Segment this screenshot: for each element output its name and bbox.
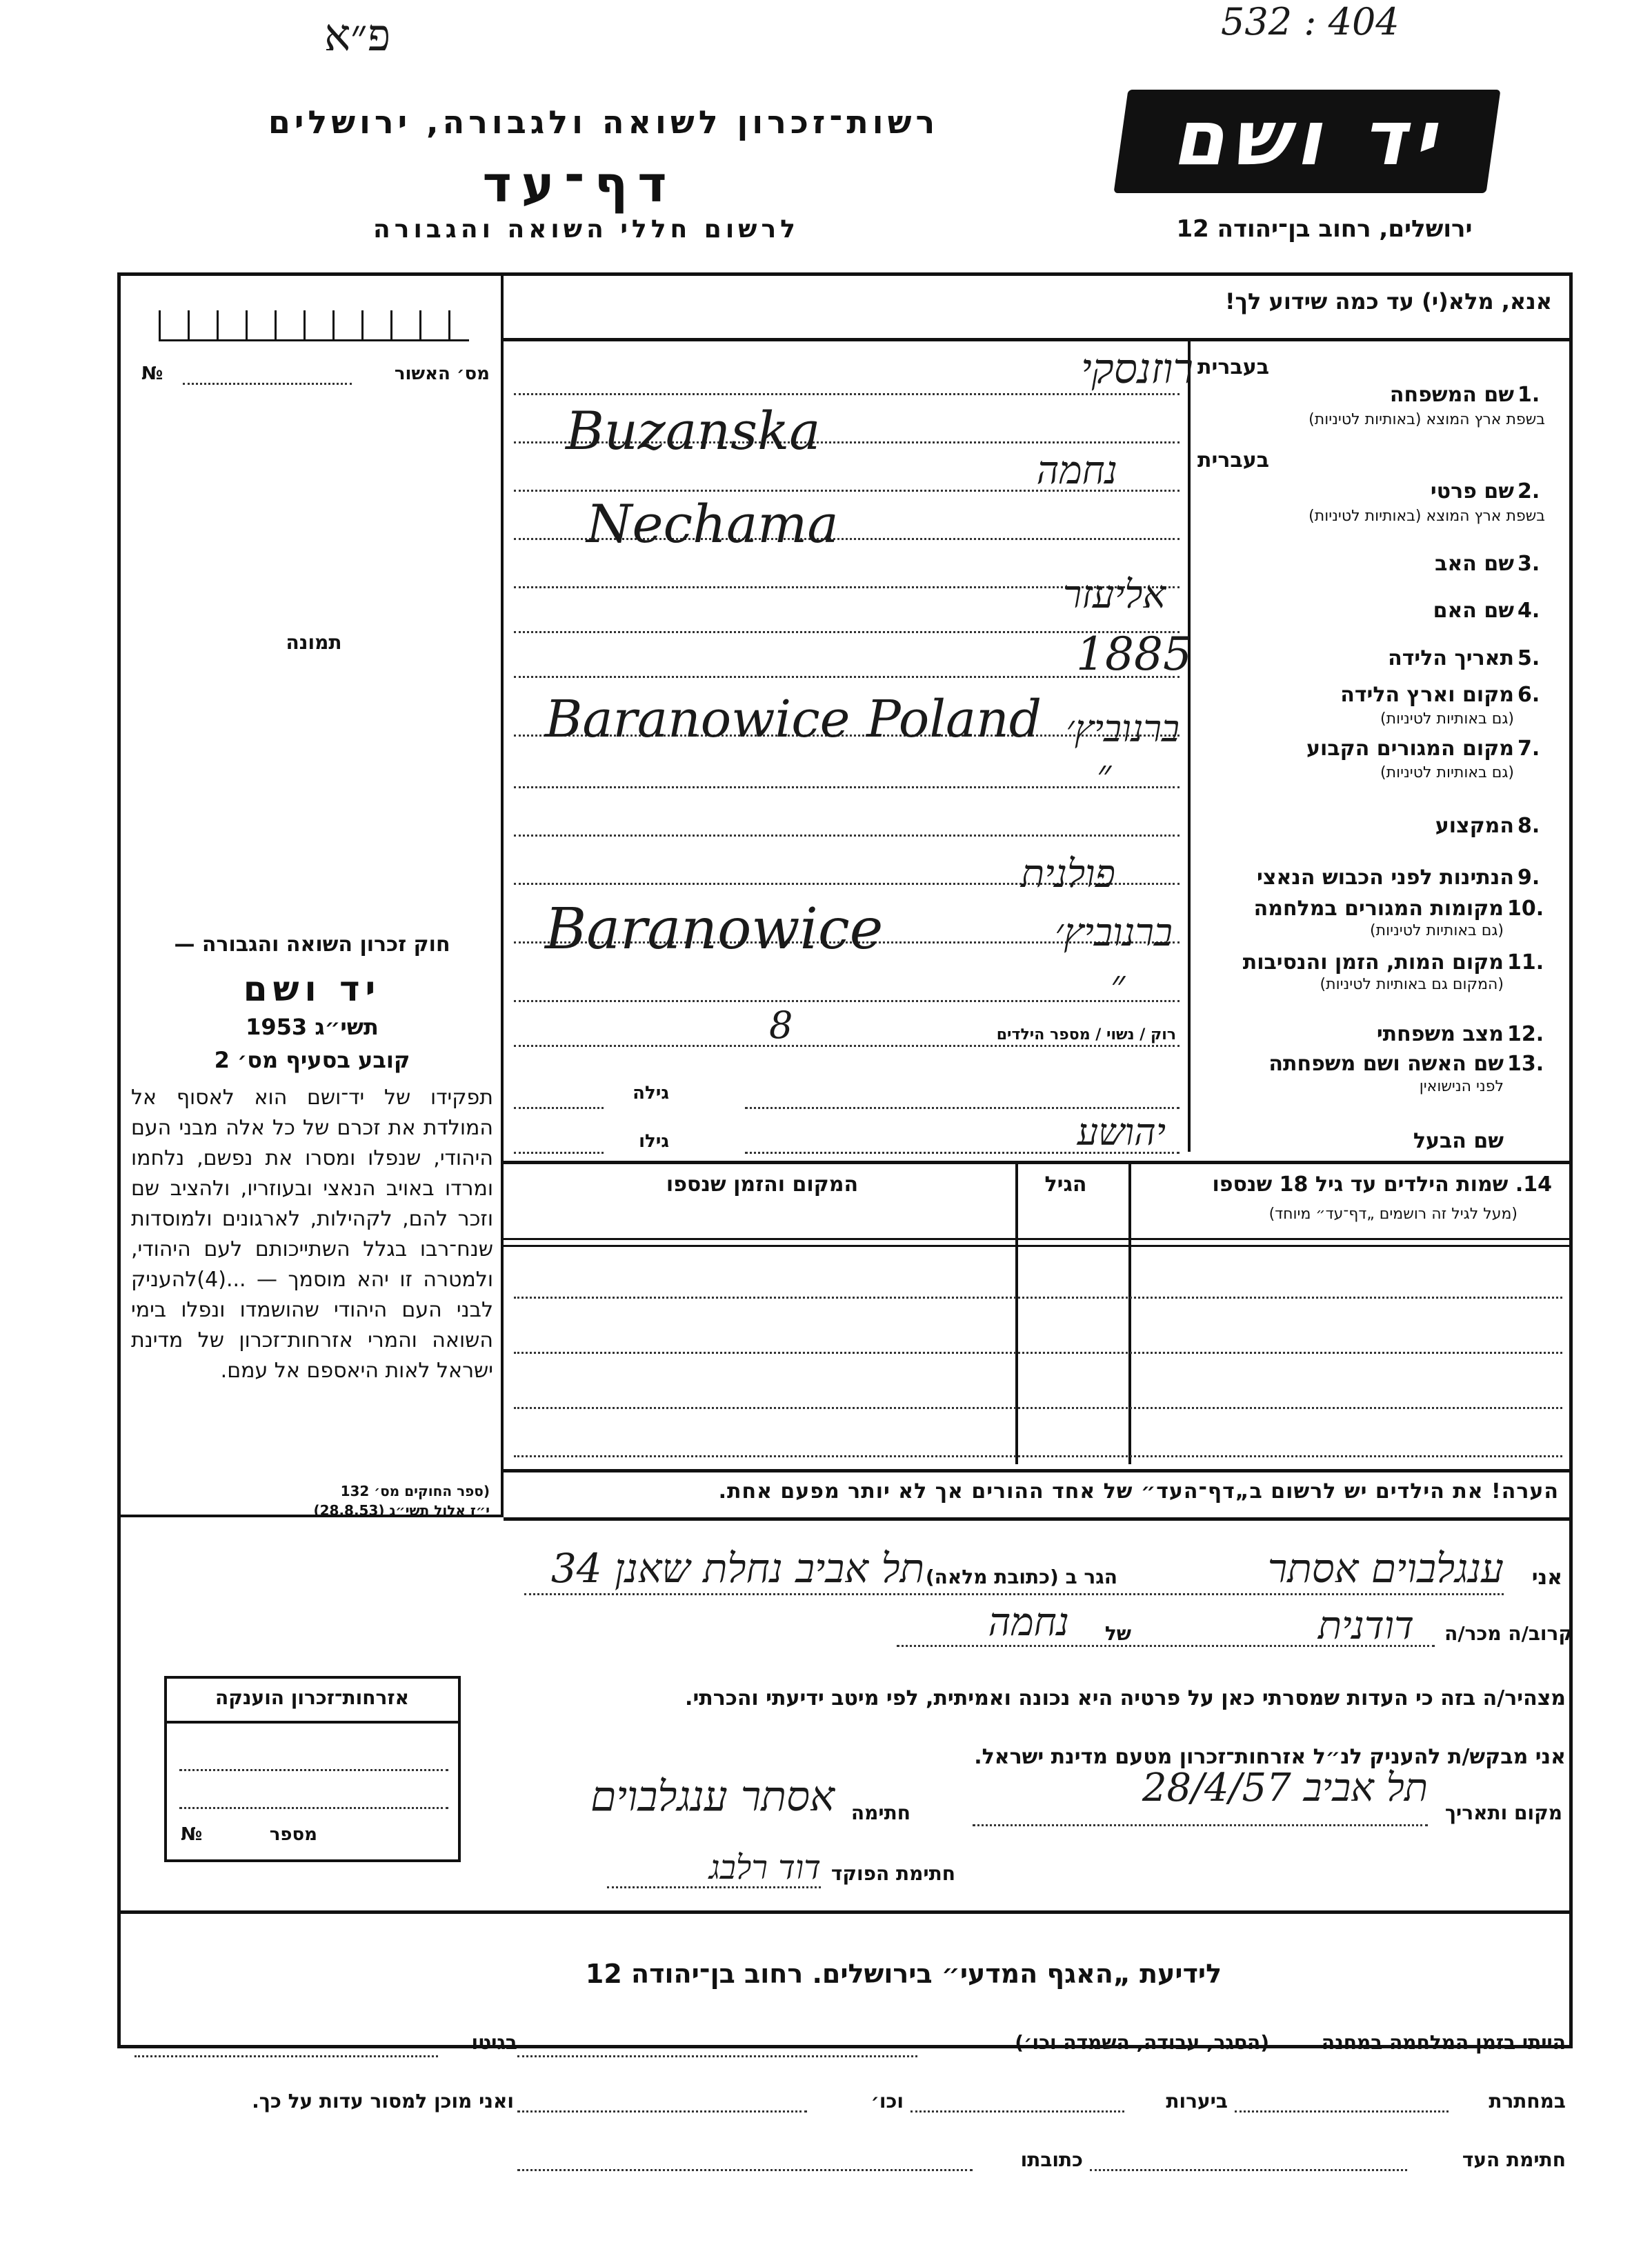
field-11-sub: (המקום גם באותיות לטיניות) — [1320, 976, 1504, 993]
footer-underground-label: במחתרת — [1489, 2090, 1566, 2113]
children-label: 14. שמות הילדים עד גיל 18 שנספו — [1212, 1172, 1552, 1197]
field-4-num: 4. — [1517, 599, 1540, 623]
field-6-sub: (גם באותיות לטיניות) — [1380, 710, 1514, 728]
nationality-value[interactable]: פולנית — [1021, 852, 1115, 897]
children-gap-rule — [504, 1245, 1573, 1247]
footer-etc-label: וכו׳ — [870, 2090, 904, 2113]
father-value[interactable]: אליעזר — [1062, 572, 1166, 617]
field-3-num: 3. — [1517, 552, 1540, 576]
address: ירושלים, רחוב בן־יהודה 12 — [1176, 215, 1473, 243]
footer-camp-sub: (הסגר, עבודה, השמדה וכו׳) — [1015, 2031, 1269, 2054]
law-clause: קובע בסעיף מס׳ 2 — [214, 1047, 410, 1073]
field-11-num: 11. — [1507, 950, 1544, 975]
surname-latin-value[interactable]: Buzanska — [566, 400, 821, 461]
decl-signature-value[interactable]: אסתר ענגלבוים — [590, 1772, 835, 1821]
wife-age-line[interactable] — [514, 1107, 604, 1109]
decl-relation-value[interactable]: דודנית — [1317, 1604, 1414, 1648]
decl-place-date-value[interactable]: תל אביב 28/4/57 — [1142, 1766, 1428, 1810]
field-8-label: המקצוע — [1435, 814, 1514, 838]
note-bottom-rule — [504, 1517, 1573, 1521]
field-5-label: תאריך הלידה — [1388, 646, 1514, 670]
footer-willing-label: ואני מוכן למסור עדות על כך. — [252, 2090, 514, 2113]
approval-no-field[interactable] — [183, 383, 352, 385]
decl-request-text: אני מבקש/ת להעניק לנ״ל אזרחות־זכרון מטעם מדינת ישראל. — [974, 1745, 1566, 1769]
children-header-rule — [504, 1238, 1573, 1240]
decl-resides-label: הגר ב (כתובת מלאה) — [925, 1566, 1117, 1588]
footer-witness-signature-line[interactable] — [1090, 2169, 1407, 2171]
children-col-1 — [1128, 1161, 1131, 1464]
field-6-label: מקום וארץ הלידה — [1340, 683, 1514, 707]
footer-forest-line[interactable] — [910, 2110, 1124, 2113]
decl-of-label: של — [1104, 1622, 1131, 1645]
children-col-2 — [1015, 1161, 1018, 1464]
decl-officer-label: חתימת הפוקד — [830, 1862, 955, 1885]
field-13-num: 13. — [1507, 1052, 1544, 1076]
field-4-label: שם האם — [1433, 599, 1514, 623]
residence-line[interactable] — [514, 786, 1180, 788]
decl-place-date-label: מקום ותאריך — [1444, 1801, 1562, 1824]
birth-place-he-value[interactable]: ברנוביץ׳ — [1066, 707, 1180, 750]
war-place-he-value[interactable]: ברנוביץ׳ — [1055, 910, 1173, 955]
surname-he-value[interactable]: רוזנסקי — [1080, 345, 1193, 393]
field-12-label: מצב משפחתי — [1376, 1022, 1504, 1046]
law-ref-1: (ספר החוקים מס׳ 132 — [340, 1483, 490, 1499]
footer-ghetto-line[interactable] — [135, 2055, 438, 2057]
field-13-sub: לפני הנישואין — [1419, 1078, 1504, 1095]
footer-camp-line[interactable] — [517, 2055, 917, 2057]
citizenship-title: אזרחות־זכרון הוענקה — [215, 1686, 409, 1709]
profession-line[interactable] — [514, 835, 1180, 837]
first-he-value[interactable]: נחמה — [1036, 448, 1117, 493]
citizenship-line-2[interactable] — [179, 1807, 448, 1809]
col-place-time: המקום והזמן שנספו — [666, 1172, 859, 1197]
child-row-4[interactable] — [514, 1455, 1562, 1457]
field-10-label: מקומות המגורים במלחמה — [1253, 897, 1504, 921]
decl-i-value[interactable]: ענגלבוים אסתר — [1267, 1545, 1504, 1592]
husband-age-label: גילו — [639, 1131, 669, 1152]
decl-officer-line — [607, 1886, 821, 1888]
footer-forest-label: ביערות — [1166, 2090, 1228, 2113]
field-10-num: 10. — [1507, 897, 1544, 921]
approval-no-sign: № — [141, 363, 163, 384]
note-top-rule — [504, 1469, 1573, 1472]
death-place-line[interactable] — [514, 1000, 1180, 1002]
col-age: הגיל — [1044, 1172, 1087, 1197]
field-7-label: מקום המגורים הקבוע — [1306, 737, 1514, 761]
photo-label: תמונה — [286, 631, 342, 654]
field-8-num: 8. — [1517, 814, 1540, 838]
decl-officer-value[interactable]: דוד רלבג — [708, 1848, 821, 1887]
field-2-sub: בשפת ארץ המוצא (באותיות לטיניות) — [1308, 508, 1545, 525]
decl-declare-text: מצהיר/ה בזה כי העדות שמסרתי כאן על פרטיה היא נכונה ואמיתית, לפי מיטב ידיעתי והכרתי. — [685, 1686, 1566, 1710]
birth-place-value[interactable]: Baranowice Poland — [545, 690, 1042, 749]
law-name: יד ושם — [243, 969, 381, 1009]
law-ref-2: י״ז אלול תשי״ג (28.8.53) — [313, 1502, 490, 1519]
approval-ticks — [159, 310, 469, 341]
law-title: חוק זכרון השואה והגבורה — — [174, 932, 450, 957]
children-sub: (מעל לגיל זה רושמים „דף־עד״ מיוחד) — [1268, 1206, 1517, 1223]
footer-address-line[interactable] — [517, 2169, 973, 2171]
law-text: תפקידו של יד־ושם הוא לאסוף אל המולדת את זכרם של כל אלה מבני העם היהודי, שנפלו ומסרו את נפשם, נלחמו ומרדו באויב הנאצי ובעוזריו, ולהציב שם וזכר להם, לקהילות, לארגונים ולמוסדות שנח־רבו בגלל השתייכותם לעם היהודי, ולמטרה זו יהא מוסמך — ...(4)להעניק לבני העם היהודי שהושמדו ונפלו בימי השואה והמרי אזרחות־זכרון של מדינת ישראל לאות היאספם אל עמם. — [131, 1086, 493, 1383]
footer-camp-label: הייתי בזמן המלחמה במחנה — [1321, 2031, 1566, 2054]
marital-line[interactable] — [514, 1045, 1180, 1047]
footer-title: לידיעת „האגף המדעי״ בירושלים. רחוב בן־יהודה 12 — [585, 1959, 1222, 1989]
field-12-num: 12. — [1507, 1022, 1544, 1046]
field-1-sub: בשפת ארץ המוצא (באותיות לטיניות) — [1308, 411, 1545, 428]
decl-i-label: אני — [1531, 1566, 1562, 1590]
field-10-sub: (גם באותיות לטיניות) — [1370, 922, 1504, 939]
in-hebrew-label-1: בעברית — [1197, 355, 1269, 379]
citizenship-line-1[interactable] — [179, 1769, 448, 1771]
approval-no-label: מס׳ האשור — [394, 363, 490, 384]
first-latin-value[interactable]: Nechama — [586, 493, 839, 555]
field-7-sub: (גם באותיות לטיניות) — [1380, 764, 1514, 781]
husband-label: שם הבעל — [1413, 1129, 1504, 1153]
file-number: 532 : 404 — [1221, 0, 1400, 43]
label-column-divider — [1188, 338, 1191, 1152]
war-place-value[interactable]: Baranowice — [545, 897, 884, 962]
field-11-label: מקום המות, הזמן והנסיבות — [1242, 950, 1504, 975]
law-year: תשי״ג 1953 — [246, 1014, 379, 1040]
decl-of-value[interactable]: נחמה — [988, 1600, 1069, 1645]
decl-signature-label: חתימה — [850, 1801, 910, 1824]
in-hebrew-label-2: בעברית — [1197, 448, 1269, 472]
logo-text: יד ושם — [1171, 94, 1443, 182]
death-ditto[interactable]: ״ — [1111, 962, 1126, 1007]
field-6-num: 6. — [1517, 683, 1540, 707]
footer-etc-line[interactable] — [517, 2110, 807, 2113]
citizenship-rule — [164, 1721, 461, 1724]
form-subtitle: לרשום חללי השואה והגבורה — [373, 215, 799, 243]
child-row-2[interactable] — [514, 1352, 1562, 1354]
birth-year-value[interactable]: 1885 — [1076, 628, 1192, 681]
citizenship-number-label: מספר — [269, 1824, 317, 1845]
child-row-3[interactable] — [514, 1407, 1562, 1409]
decl-relative-line — [897, 1645, 1435, 1647]
children-count-value[interactable]: 8 — [769, 1003, 793, 1047]
footer-top-rule — [117, 1910, 1573, 1914]
citizenship-no-sign: № — [181, 1824, 203, 1845]
note-text: הערה! את הילדים יש לרשום ב„דף־העד״ של אחד ההורים אך לא יותר מפעם אחת. — [718, 1479, 1559, 1504]
decl-place-date-line — [973, 1824, 1428, 1826]
footer-address-label: כתובתו — [1020, 2148, 1083, 2171]
footer-ghetto-label: בגיטו — [471, 2031, 517, 2054]
field-1-num: 1. — [1517, 383, 1540, 407]
decl-address-value[interactable]: תל אביב נחלת שאנן 34 — [550, 1545, 924, 1592]
form-title: דף־עד — [482, 155, 677, 213]
decl-i-line — [524, 1593, 1504, 1595]
decl-relative-label: קרוב/ה מכר/ה — [1444, 1622, 1573, 1645]
field-5-num: 5. — [1517, 646, 1540, 670]
intro-rule — [504, 338, 1573, 341]
field-13-label: שם האשה ושם משפחתה — [1268, 1052, 1504, 1076]
field-2-num: 2. — [1517, 479, 1540, 503]
wife-age-label: גילה — [633, 1083, 669, 1103]
field-9-label: הנתינות לפני הכבוש הנאצי — [1257, 866, 1514, 890]
field-7-num: 7. — [1517, 737, 1540, 761]
children-top-rule — [504, 1161, 1573, 1164]
field-3-label: שם האב — [1435, 552, 1514, 576]
husband-value[interactable]: יהושע — [1077, 1110, 1166, 1154]
authority-title: רשות־זכרון לשואה ולגבורה, ירושלים — [268, 103, 939, 141]
corner-stamp: פ״א — [324, 10, 391, 61]
field-1-label: שם המשפחה — [1389, 383, 1514, 407]
child-row-1[interactable] — [514, 1297, 1562, 1299]
marital-options: רוק / נשוי / מספר הילדים — [996, 1026, 1176, 1043]
field-2-label: שם פרטי — [1430, 479, 1514, 503]
form-intro: אנא, מלא(י) עד כמה שידוע לך! — [1224, 288, 1552, 314]
residence-ditto[interactable]: ״ — [1097, 752, 1112, 797]
husband-age-line[interactable] — [514, 1152, 604, 1154]
footer-witness-signature-label: חתימת העד — [1462, 2148, 1566, 2171]
field-9-num: 9. — [1517, 866, 1540, 890]
surname-he-line[interactable] — [514, 393, 1180, 395]
wife-line[interactable] — [745, 1107, 1180, 1109]
footer-underground-line[interactable] — [1235, 2110, 1449, 2113]
